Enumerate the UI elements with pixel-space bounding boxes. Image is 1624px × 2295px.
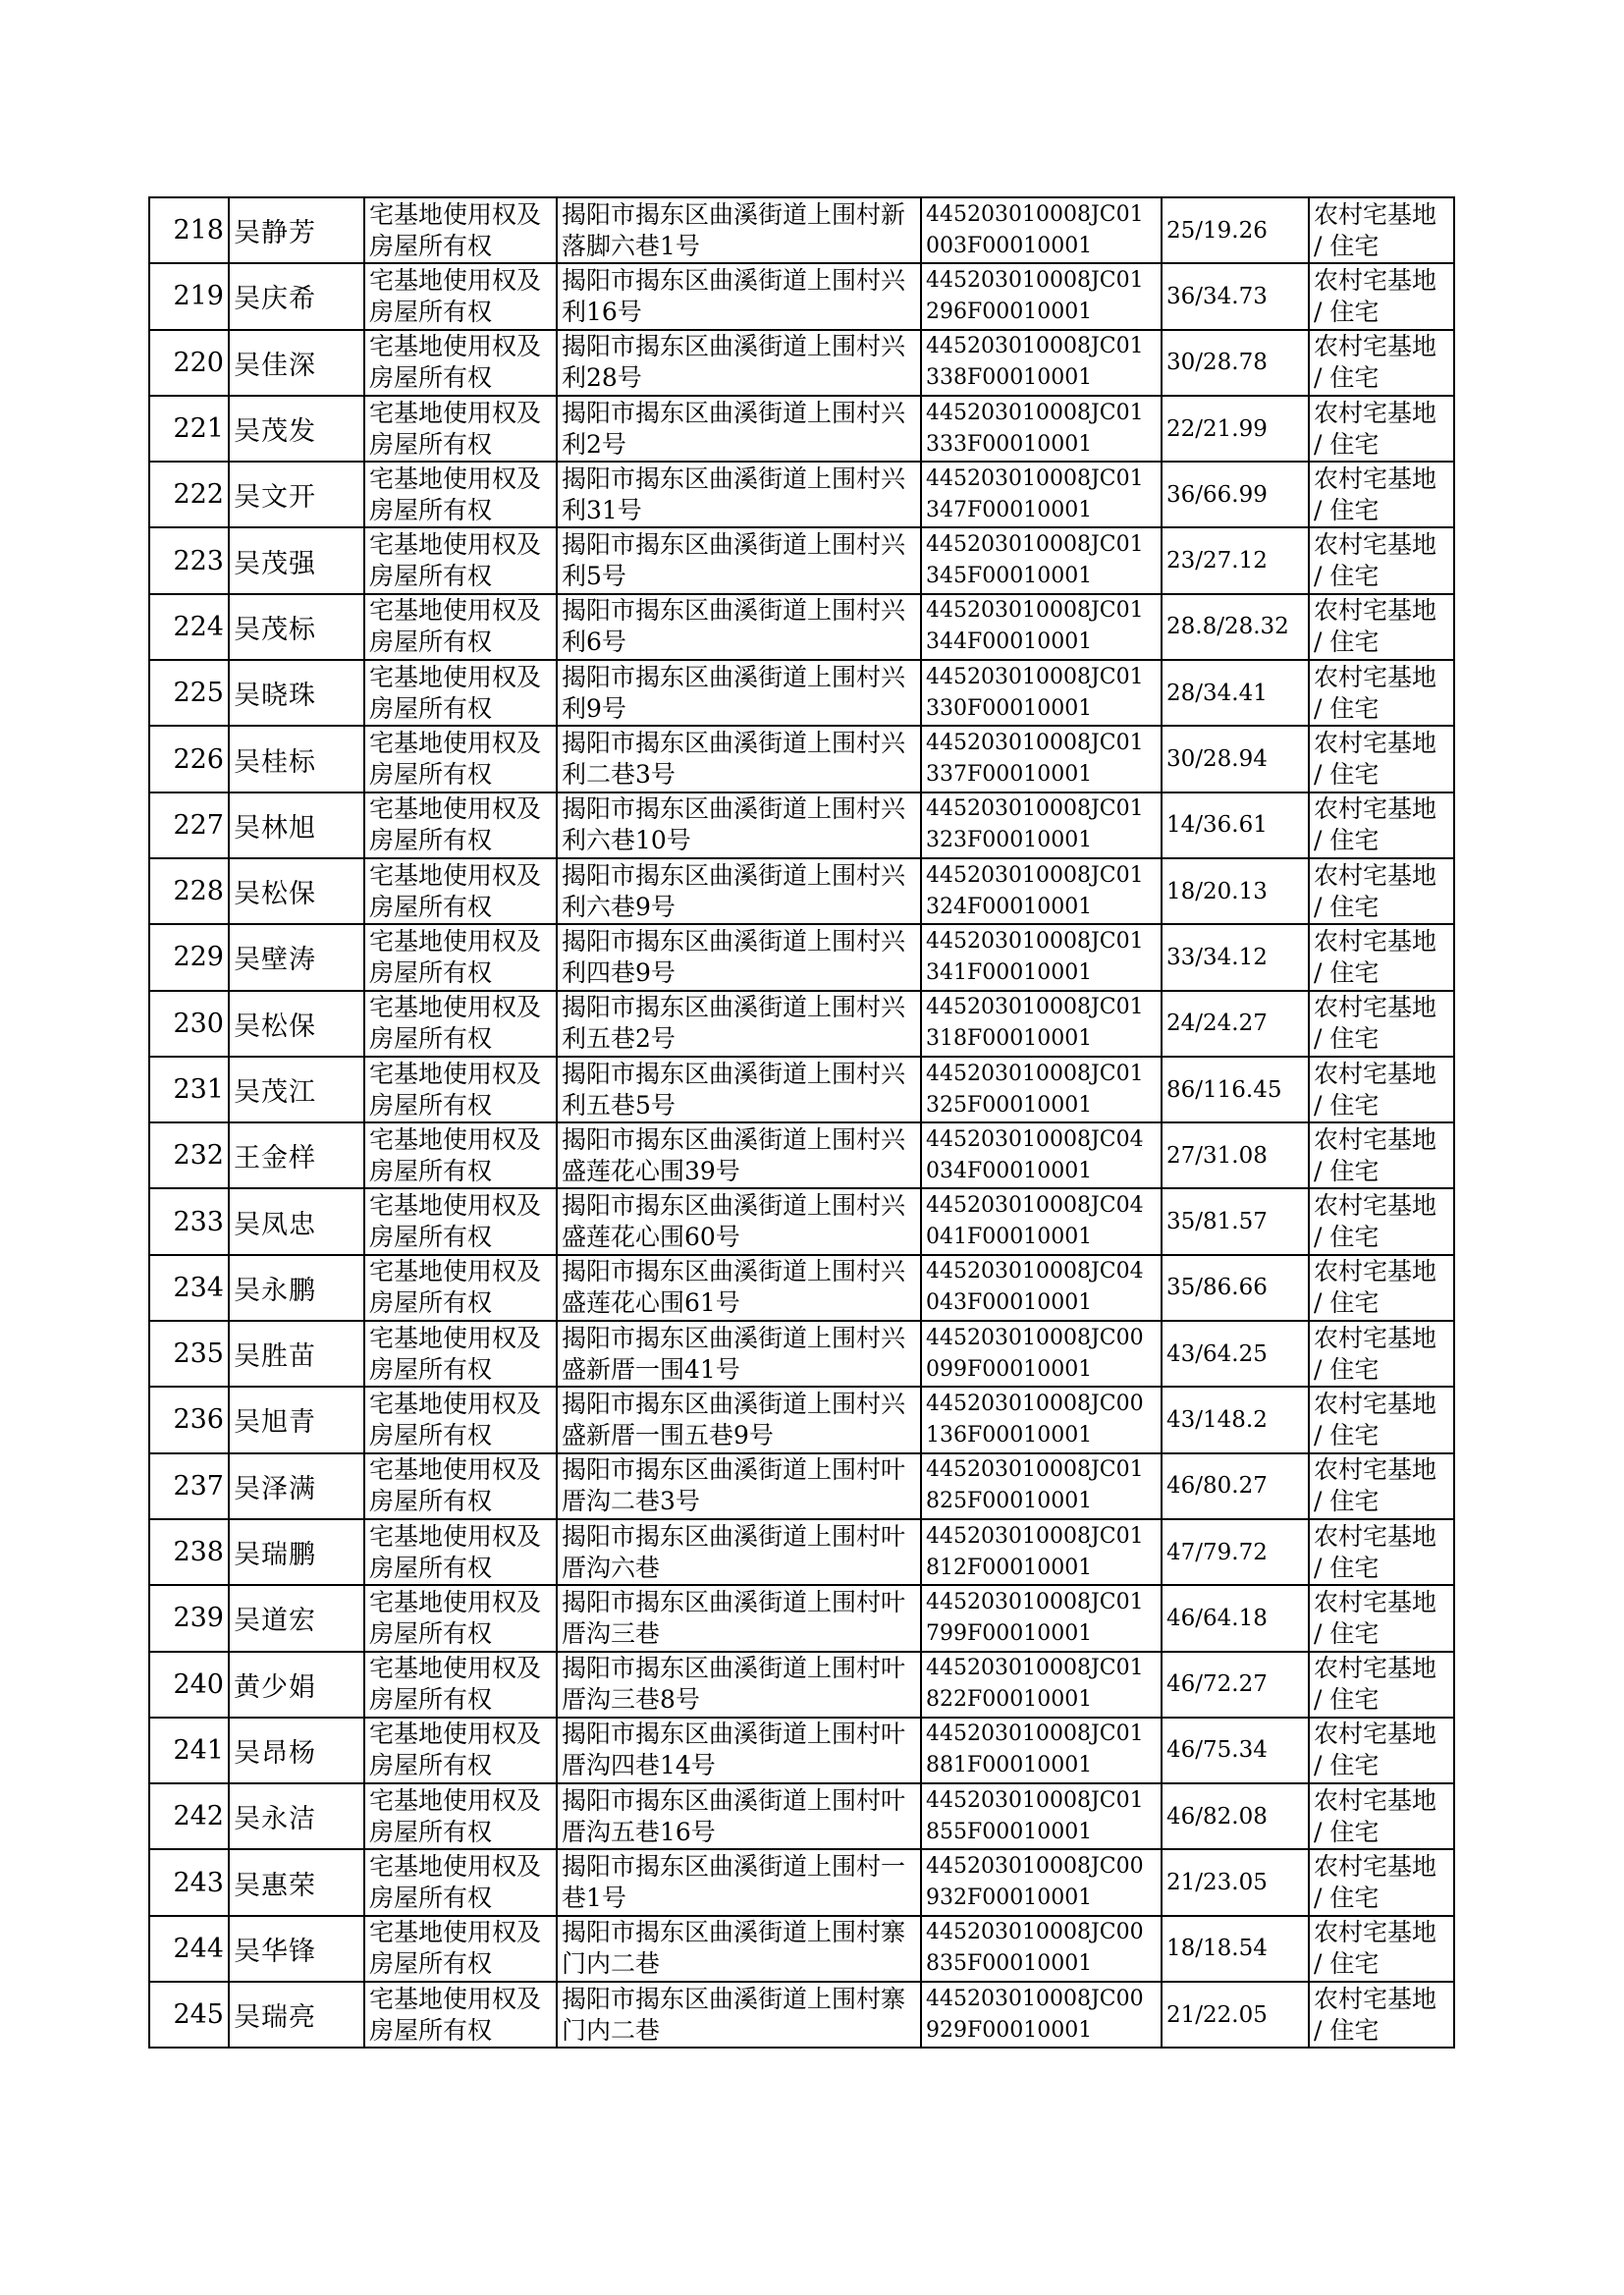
right-type-cell: 宅基地使用权及房屋所有权 — [364, 1188, 557, 1254]
row-number-cell: 239 — [149, 1585, 229, 1651]
unit-code-cell: 445203010008JC01330F00010001 — [921, 660, 1162, 726]
land-use-cell: 农村宅基地 / 住宅 — [1309, 1718, 1454, 1783]
property-address-cell: 揭阳市揭东区曲溪街道上围村兴利六巷9号 — [557, 858, 921, 924]
area-value-cell: 35/86.66 — [1162, 1255, 1309, 1321]
unit-code-cell: 445203010008JC01825F00010001 — [921, 1453, 1162, 1519]
owner-name-cell: 吴泽满 — [229, 1453, 364, 1519]
right-type-cell: 宅基地使用权及房屋所有权 — [364, 1718, 557, 1783]
right-type-cell: 宅基地使用权及房屋所有权 — [364, 527, 557, 593]
table-row — [149, 594, 1454, 660]
table-row — [149, 1519, 1454, 1585]
owner-name-cell: 吴松保 — [229, 858, 364, 924]
table-row — [149, 1453, 1454, 1519]
row-number-cell: 228 — [149, 858, 229, 924]
right-type-cell: 宅基地使用权及房屋所有权 — [364, 1585, 557, 1651]
property-address-cell: 揭阳市揭东区曲溪街道上围村兴利五巷5号 — [557, 1057, 921, 1122]
land-use-cell: 农村宅基地 / 住宅 — [1309, 527, 1454, 593]
owner-name-cell: 吴桂标 — [229, 726, 364, 792]
row-number-cell: 226 — [149, 726, 229, 792]
land-use-cell: 农村宅基地 / 住宅 — [1309, 1255, 1454, 1321]
land-use-cell: 农村宅基地 / 住宅 — [1309, 991, 1454, 1057]
property-address-cell: 揭阳市揭东区曲溪街道上围村兴利6号 — [557, 594, 921, 660]
owner-name-cell: 吴松保 — [229, 991, 364, 1057]
property-address-cell: 揭阳市揭东区曲溪街道上围村一巷1号 — [557, 1849, 921, 1915]
right-type-cell: 宅基地使用权及房屋所有权 — [364, 1057, 557, 1122]
table-row — [149, 1255, 1454, 1321]
right-type-cell: 宅基地使用权及房屋所有权 — [364, 462, 557, 527]
row-number-cell: 242 — [149, 1783, 229, 1849]
property-address-cell: 揭阳市揭东区曲溪街道上围村兴利二巷3号 — [557, 726, 921, 792]
unit-code-cell: 445203010008JC01318F00010001 — [921, 991, 1162, 1057]
area-value-cell: 35/81.57 — [1162, 1188, 1309, 1254]
land-use-cell: 农村宅基地 / 住宅 — [1309, 1982, 1454, 2048]
area-value-cell: 46/72.27 — [1162, 1652, 1309, 1718]
property-address-cell: 揭阳市揭东区曲溪街道上围村叶厝沟六巷 — [557, 1519, 921, 1585]
right-type-cell: 宅基地使用权及房屋所有权 — [364, 991, 557, 1057]
row-number-cell: 223 — [149, 527, 229, 593]
row-number-cell: 224 — [149, 594, 229, 660]
property-address-cell: 揭阳市揭东区曲溪街道上围村兴盛新厝一围五巷9号 — [557, 1387, 921, 1452]
property-address-cell: 揭阳市揭东区曲溪街道上围村兴盛莲花心围60号 — [557, 1188, 921, 1254]
land-use-cell: 农村宅基地 / 住宅 — [1309, 396, 1454, 462]
land-use-cell: 农村宅基地 / 住宅 — [1309, 330, 1454, 396]
area-value-cell: 27/31.08 — [1162, 1122, 1309, 1188]
area-value-cell: 36/34.73 — [1162, 263, 1309, 329]
row-number-cell: 243 — [149, 1849, 229, 1915]
land-use-cell: 农村宅基地 / 住宅 — [1309, 594, 1454, 660]
unit-code-cell: 445203010008JC01333F00010001 — [921, 396, 1162, 462]
owner-name-cell: 吴佳深 — [229, 330, 364, 396]
unit-code-cell: 445203010008JC01822F00010001 — [921, 1652, 1162, 1718]
unit-code-cell: 445203010008JC00835F00010001 — [921, 1916, 1162, 1982]
table-row — [149, 991, 1454, 1057]
owner-name-cell: 吴瑞鹏 — [229, 1519, 364, 1585]
property-address-cell: 揭阳市揭东区曲溪街道上围村叶厝沟三巷 — [557, 1585, 921, 1651]
land-use-cell: 农村宅基地 / 住宅 — [1309, 660, 1454, 726]
owner-name-cell: 吴道宏 — [229, 1585, 364, 1651]
unit-code-cell: 445203010008JC01324F00010001 — [921, 858, 1162, 924]
owner-name-cell: 吴茂标 — [229, 594, 364, 660]
right-type-cell: 宅基地使用权及房屋所有权 — [364, 1783, 557, 1849]
area-value-cell: 14/36.61 — [1162, 792, 1309, 858]
unit-code-cell: 445203010008JC01347F00010001 — [921, 462, 1162, 527]
owner-name-cell: 吴昂杨 — [229, 1718, 364, 1783]
row-number-cell: 241 — [149, 1718, 229, 1783]
table-row — [149, 1122, 1454, 1188]
table-row — [149, 197, 1454, 263]
area-value-cell: 28.8/28.32 — [1162, 594, 1309, 660]
land-use-cell: 农村宅基地 / 住宅 — [1309, 1585, 1454, 1651]
row-number-cell: 238 — [149, 1519, 229, 1585]
row-number-cell: 237 — [149, 1453, 229, 1519]
area-value-cell: 24/24.27 — [1162, 991, 1309, 1057]
land-use-cell: 农村宅基地 / 住宅 — [1309, 1519, 1454, 1585]
area-value-cell: 43/148.2 — [1162, 1387, 1309, 1452]
land-use-cell: 农村宅基地 / 住宅 — [1309, 1916, 1454, 1982]
area-value-cell: 30/28.78 — [1162, 330, 1309, 396]
land-use-cell: 农村宅基地 / 住宅 — [1309, 1057, 1454, 1122]
table-row — [149, 1652, 1454, 1718]
area-value-cell: 25/19.26 — [1162, 197, 1309, 263]
row-number-cell: 235 — [149, 1321, 229, 1387]
land-use-cell: 农村宅基地 / 住宅 — [1309, 1453, 1454, 1519]
right-type-cell: 宅基地使用权及房屋所有权 — [364, 396, 557, 462]
table-row — [149, 263, 1454, 329]
unit-code-cell: 445203010008JC01341F00010001 — [921, 924, 1162, 990]
table-row — [149, 330, 1454, 396]
land-use-cell: 农村宅基地 / 住宅 — [1309, 462, 1454, 527]
unit-code-cell: 445203010008JC01323F00010001 — [921, 792, 1162, 858]
owner-name-cell: 吴永洁 — [229, 1783, 364, 1849]
land-use-cell: 农村宅基地 / 住宅 — [1309, 1652, 1454, 1718]
unit-code-cell: 445203010008JC01881F00010001 — [921, 1718, 1162, 1783]
row-number-cell: 234 — [149, 1255, 229, 1321]
unit-code-cell: 445203010008JC00929F00010001 — [921, 1982, 1162, 2048]
table-row — [149, 792, 1454, 858]
unit-code-cell: 445203010008JC01345F00010001 — [921, 527, 1162, 593]
area-value-cell: 47/79.72 — [1162, 1519, 1309, 1585]
table-row — [149, 1585, 1454, 1651]
right-type-cell: 宅基地使用权及房屋所有权 — [364, 1916, 557, 1982]
unit-code-cell: 445203010008JC04041F00010001 — [921, 1188, 1162, 1254]
property-address-cell: 揭阳市揭东区曲溪街道上围村兴盛莲花心围39号 — [557, 1122, 921, 1188]
unit-code-cell: 445203010008JC00932F00010001 — [921, 1849, 1162, 1915]
table-row — [149, 1387, 1454, 1452]
property-address-cell: 揭阳市揭东区曲溪街道上围村兴利四巷9号 — [557, 924, 921, 990]
unit-code-cell: 445203010008JC01344F00010001 — [921, 594, 1162, 660]
land-use-cell: 农村宅基地 / 住宅 — [1309, 1188, 1454, 1254]
table-row — [149, 1783, 1454, 1849]
registry-table-body — [149, 197, 1454, 2048]
property-address-cell: 揭阳市揭东区曲溪街道上围村兴利28号 — [557, 330, 921, 396]
registry-table — [148, 196, 1455, 2049]
row-number-cell: 220 — [149, 330, 229, 396]
row-number-cell: 229 — [149, 924, 229, 990]
right-type-cell: 宅基地使用权及房屋所有权 — [364, 1519, 557, 1585]
owner-name-cell: 吴瑞亮 — [229, 1982, 364, 2048]
property-address-cell: 揭阳市揭东区曲溪街道上围村兴利2号 — [557, 396, 921, 462]
property-address-cell: 揭阳市揭东区曲溪街道上围村叶厝沟二巷3号 — [557, 1453, 921, 1519]
land-use-cell: 农村宅基地 / 住宅 — [1309, 1122, 1454, 1188]
land-use-cell: 农村宅基地 / 住宅 — [1309, 1387, 1454, 1452]
right-type-cell: 宅基地使用权及房屋所有权 — [364, 858, 557, 924]
land-use-cell: 农村宅基地 / 住宅 — [1309, 924, 1454, 990]
unit-code-cell: 445203010008JC00099F00010001 — [921, 1321, 1162, 1387]
right-type-cell: 宅基地使用权及房屋所有权 — [364, 660, 557, 726]
property-address-cell: 揭阳市揭东区曲溪街道上围村叶厝沟五巷16号 — [557, 1783, 921, 1849]
unit-code-cell: 445203010008JC01003F00010001 — [921, 197, 1162, 263]
property-address-cell: 揭阳市揭东区曲溪街道上围村兴利五巷2号 — [557, 991, 921, 1057]
owner-name-cell: 吴旭青 — [229, 1387, 364, 1452]
right-type-cell: 宅基地使用权及房屋所有权 — [364, 792, 557, 858]
right-type-cell: 宅基地使用权及房屋所有权 — [364, 726, 557, 792]
property-address-cell: 揭阳市揭东区曲溪街道上围村兴利5号 — [557, 527, 921, 593]
right-type-cell: 宅基地使用权及房屋所有权 — [364, 263, 557, 329]
area-value-cell: 43/64.25 — [1162, 1321, 1309, 1387]
row-number-cell: 244 — [149, 1916, 229, 1982]
row-number-cell: 231 — [149, 1057, 229, 1122]
land-use-cell: 农村宅基地 / 住宅 — [1309, 858, 1454, 924]
table-row — [149, 527, 1454, 593]
owner-name-cell: 黄少娟 — [229, 1652, 364, 1718]
land-use-cell: 农村宅基地 / 住宅 — [1309, 726, 1454, 792]
area-value-cell: 30/28.94 — [1162, 726, 1309, 792]
area-value-cell: 18/18.54 — [1162, 1916, 1309, 1982]
area-value-cell: 46/75.34 — [1162, 1718, 1309, 1783]
row-number-cell: 232 — [149, 1122, 229, 1188]
table-row — [149, 462, 1454, 527]
property-address-cell: 揭阳市揭东区曲溪街道上围村兴利31号 — [557, 462, 921, 527]
table-row — [149, 726, 1454, 792]
right-type-cell: 宅基地使用权及房屋所有权 — [364, 1321, 557, 1387]
property-address-cell: 揭阳市揭东区曲溪街道上围村兴盛莲花心围61号 — [557, 1255, 921, 1321]
owner-name-cell: 吴静芳 — [229, 197, 364, 263]
unit-code-cell: 445203010008JC00136F00010001 — [921, 1387, 1162, 1452]
property-address-cell: 揭阳市揭东区曲溪街道上围村叶厝沟四巷14号 — [557, 1718, 921, 1783]
right-type-cell: 宅基地使用权及房屋所有权 — [364, 1849, 557, 1915]
row-number-cell: 225 — [149, 660, 229, 726]
unit-code-cell: 445203010008JC01337F00010001 — [921, 726, 1162, 792]
owner-name-cell: 吴壁涛 — [229, 924, 364, 990]
right-type-cell: 宅基地使用权及房屋所有权 — [364, 1652, 557, 1718]
area-value-cell: 36/66.99 — [1162, 462, 1309, 527]
land-use-cell: 农村宅基地 / 住宅 — [1309, 263, 1454, 329]
owner-name-cell: 吴茂强 — [229, 527, 364, 593]
area-value-cell: 23/27.12 — [1162, 527, 1309, 593]
table-row — [149, 1849, 1454, 1915]
property-address-cell: 揭阳市揭东区曲溪街道上围村叶厝沟三巷8号 — [557, 1652, 921, 1718]
right-type-cell: 宅基地使用权及房屋所有权 — [364, 197, 557, 263]
table-row — [149, 1718, 1454, 1783]
table-row — [149, 1982, 1454, 2048]
right-type-cell: 宅基地使用权及房屋所有权 — [364, 1387, 557, 1452]
owner-name-cell: 吴文开 — [229, 462, 364, 527]
row-number-cell: 221 — [149, 396, 229, 462]
area-value-cell: 46/82.08 — [1162, 1783, 1309, 1849]
table-row — [149, 1321, 1454, 1387]
area-value-cell: 22/21.99 — [1162, 396, 1309, 462]
unit-code-cell: 445203010008JC01325F00010001 — [921, 1057, 1162, 1122]
unit-code-cell: 445203010008JC01812F00010001 — [921, 1519, 1162, 1585]
unit-code-cell: 445203010008JC01296F00010001 — [921, 263, 1162, 329]
area-value-cell: 86/116.45 — [1162, 1057, 1309, 1122]
land-use-cell: 农村宅基地 / 住宅 — [1309, 792, 1454, 858]
area-value-cell: 46/64.18 — [1162, 1585, 1309, 1651]
row-number-cell: 240 — [149, 1652, 229, 1718]
row-number-cell: 230 — [149, 991, 229, 1057]
area-value-cell: 46/80.27 — [1162, 1453, 1309, 1519]
table-row — [149, 660, 1454, 726]
table-row — [149, 1057, 1454, 1122]
owner-name-cell: 吴庆希 — [229, 263, 364, 329]
land-use-cell: 农村宅基地 / 住宅 — [1309, 197, 1454, 263]
property-address-cell: 揭阳市揭东区曲溪街道上围村寨门内二巷 — [557, 1916, 921, 1982]
row-number-cell: 233 — [149, 1188, 229, 1254]
table-row — [149, 1188, 1454, 1254]
area-value-cell: 28/34.41 — [1162, 660, 1309, 726]
property-address-cell: 揭阳市揭东区曲溪街道上围村兴利六巷10号 — [557, 792, 921, 858]
table-row — [149, 858, 1454, 924]
owner-name-cell: 吴胜苗 — [229, 1321, 364, 1387]
owner-name-cell: 吴凤忠 — [229, 1188, 364, 1254]
unit-code-cell: 445203010008JC04043F00010001 — [921, 1255, 1162, 1321]
area-value-cell: 18/20.13 — [1162, 858, 1309, 924]
row-number-cell: 222 — [149, 462, 229, 527]
owner-name-cell: 吴茂江 — [229, 1057, 364, 1122]
right-type-cell: 宅基地使用权及房屋所有权 — [364, 1982, 557, 2048]
right-type-cell: 宅基地使用权及房屋所有权 — [364, 594, 557, 660]
area-value-cell: 21/23.05 — [1162, 1849, 1309, 1915]
unit-code-cell: 445203010008JC01855F00010001 — [921, 1783, 1162, 1849]
table-row — [149, 924, 1454, 990]
property-address-cell: 揭阳市揭东区曲溪街道上围村新落脚六巷1号 — [557, 197, 921, 263]
owner-name-cell: 吴华锋 — [229, 1916, 364, 1982]
owner-name-cell: 吴林旭 — [229, 792, 364, 858]
table-row — [149, 396, 1454, 462]
unit-code-cell: 445203010008JC01799F00010001 — [921, 1585, 1162, 1651]
land-use-cell: 农村宅基地 / 住宅 — [1309, 1849, 1454, 1915]
unit-code-cell: 445203010008JC04034F00010001 — [921, 1122, 1162, 1188]
row-number-cell: 219 — [149, 263, 229, 329]
area-value-cell: 33/34.12 — [1162, 924, 1309, 990]
property-address-cell: 揭阳市揭东区曲溪街道上围村兴盛新厝一围41号 — [557, 1321, 921, 1387]
land-use-cell: 农村宅基地 / 住宅 — [1309, 1321, 1454, 1387]
right-type-cell: 宅基地使用权及房屋所有权 — [364, 1453, 557, 1519]
unit-code-cell: 445203010008JC01338F00010001 — [921, 330, 1162, 396]
right-type-cell: 宅基地使用权及房屋所有权 — [364, 330, 557, 396]
right-type-cell: 宅基地使用权及房屋所有权 — [364, 1122, 557, 1188]
property-address-cell: 揭阳市揭东区曲溪街道上围村兴利9号 — [557, 660, 921, 726]
right-type-cell: 宅基地使用权及房屋所有权 — [364, 1255, 557, 1321]
right-type-cell: 宅基地使用权及房屋所有权 — [364, 924, 557, 990]
row-number-cell: 245 — [149, 1982, 229, 2048]
owner-name-cell: 吴惠荣 — [229, 1849, 364, 1915]
row-number-cell: 236 — [149, 1387, 229, 1452]
row-number-cell: 218 — [149, 197, 229, 263]
area-value-cell: 21/22.05 — [1162, 1982, 1309, 2048]
owner-name-cell: 吴晓珠 — [229, 660, 364, 726]
owner-name-cell: 吴永鹏 — [229, 1255, 364, 1321]
owner-name-cell: 吴茂发 — [229, 396, 364, 462]
row-number-cell: 227 — [149, 792, 229, 858]
property-address-cell: 揭阳市揭东区曲溪街道上围村寨门内二巷 — [557, 1982, 921, 2048]
property-address-cell: 揭阳市揭东区曲溪街道上围村兴利16号 — [557, 263, 921, 329]
table-row — [149, 1916, 1454, 1982]
owner-name-cell: 王金样 — [229, 1122, 364, 1188]
land-use-cell: 农村宅基地 / 住宅 — [1309, 1783, 1454, 1849]
